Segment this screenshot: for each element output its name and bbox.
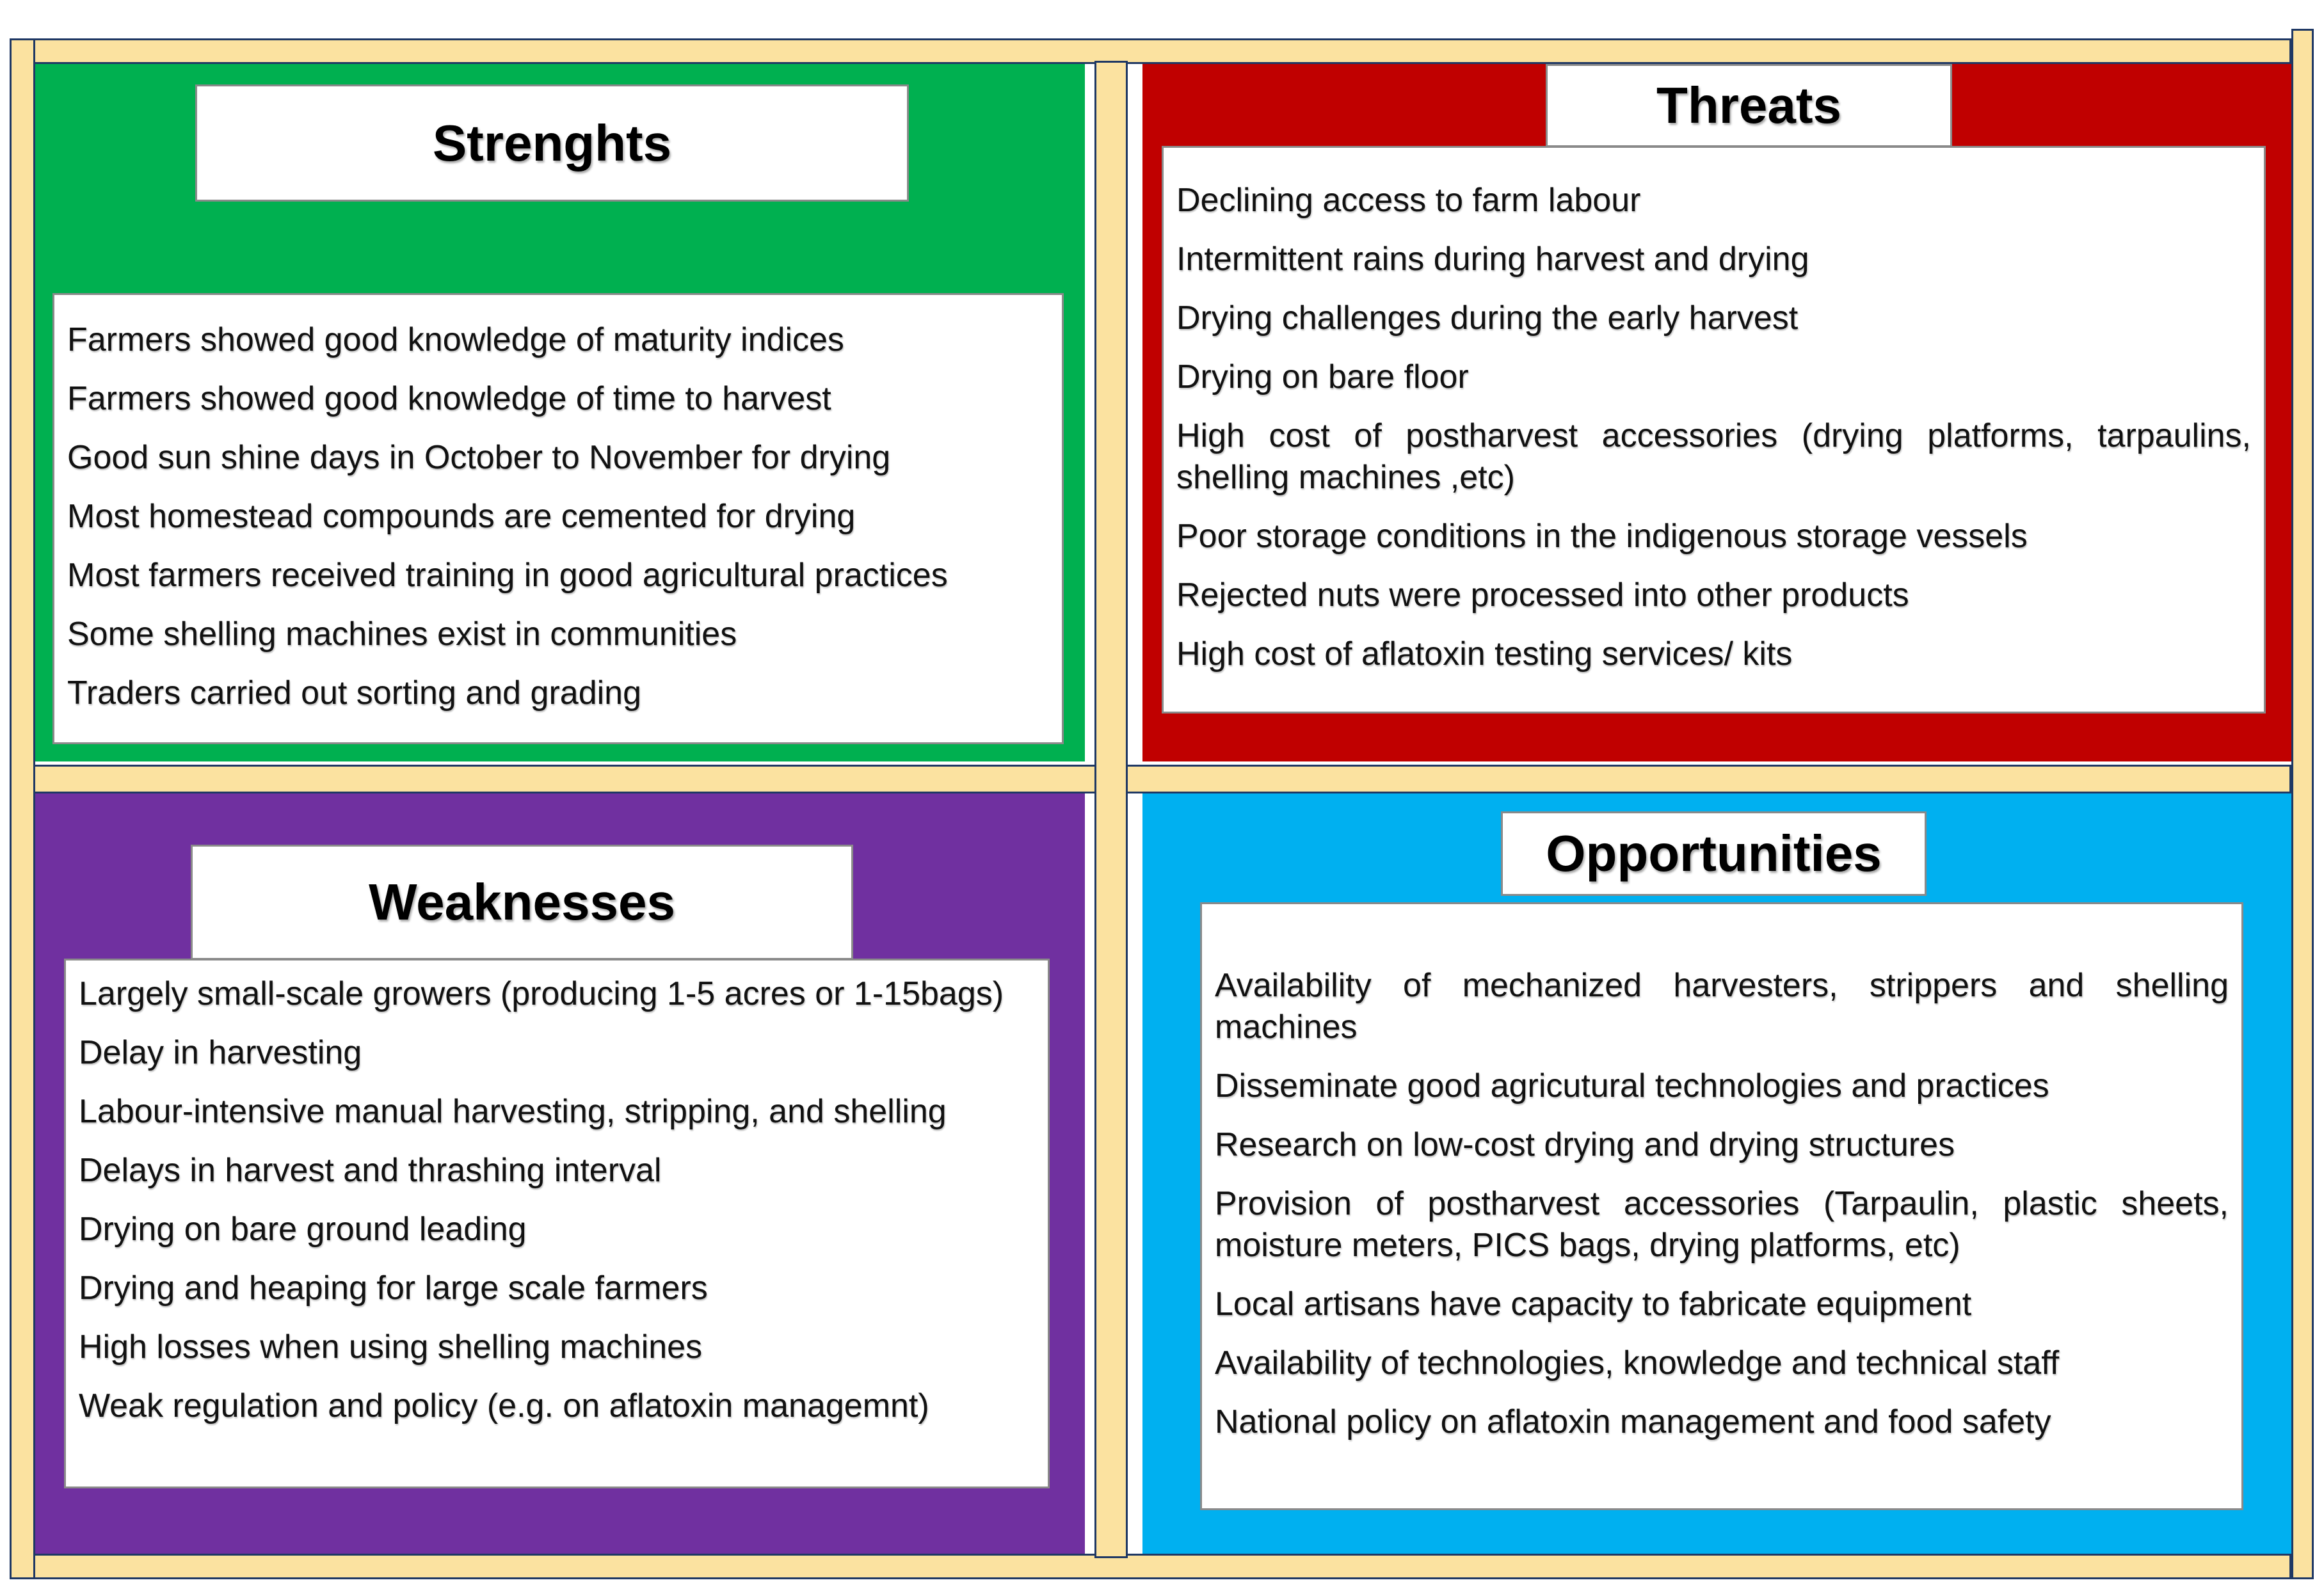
frame-center-bar — [1094, 61, 1128, 1558]
list-item: Most farmers received training in good agricultural practices — [67, 557, 948, 594]
list-item: Drying on bare ground leading — [79, 1211, 527, 1248]
weaknesses-title: Weaknesses — [191, 845, 853, 960]
list-item: Farmers showed good knowledge of time to harvest — [67, 380, 831, 417]
list-item: Most homestead compounds are cemented for drying — [67, 498, 856, 535]
frame-bottom-bar — [10, 1554, 2291, 1579]
list-item: Some shelling machines exist in communities — [67, 616, 737, 653]
opportunities-title: Opportunities — [1501, 811, 1927, 896]
list-item: Delays in harvest and thrashing interval — [79, 1152, 662, 1189]
list-item: Research on low-cost drying and drying structures — [1215, 1126, 1955, 1163]
list-item: Rejected nuts were processed into other products — [1176, 577, 1909, 614]
list-item: Availability of mechanized harvesters, strippers and shelling machines — [1215, 967, 2229, 1046]
frame-left-bar — [10, 38, 35, 1579]
list-item: Good sun shine days in October to November for drying — [67, 439, 891, 476]
frame-top-bar — [29, 38, 2291, 64]
threats-title: Threats — [1546, 64, 1952, 147]
list-item: Availability of technologies, knowledge and technical staff — [1215, 1344, 2060, 1382]
frame-middle-bar — [10, 765, 2291, 793]
list-item: High losses when using shelling machines — [79, 1328, 703, 1366]
list-item: Declining access to farm labour — [1176, 182, 1641, 219]
list-item: Intermittent rains during harvest and drying — [1176, 241, 1809, 278]
list-item: Local artisans have capacity to fabricate equipment — [1215, 1286, 1972, 1323]
list-item: Poor storage conditions in the indigenous storage vessels — [1176, 518, 2028, 555]
list-item: Disseminate good agricutural technologies and practices — [1215, 1067, 2049, 1104]
list-item: Drying on bare floor — [1176, 358, 1469, 395]
list-item: Provision of postharvest accessories (Tarpaulin, plastic sheets, moisture meters, PICS bags, drying platforms, etc) — [1215, 1185, 2229, 1264]
list-item: Labour-intensive manual harvesting, stripping, and shelling — [79, 1093, 947, 1130]
list-item: High cost of postharvest accessories (drying platforms, tarpaulins, shelling machines ,etc) — [1176, 417, 2251, 496]
list-item: Delay in harvesting — [79, 1034, 362, 1071]
list-item: High cost of aflatoxin testing services/ kits — [1176, 635, 1793, 673]
list-item: National policy on aflatoxin management and food safety — [1215, 1403, 2051, 1440]
weaknesses-list — [64, 959, 1050, 1488]
opportunities-list — [1200, 902, 2243, 1510]
frame-right-bar — [2291, 29, 2314, 1579]
list-item: Weak regulation and policy (e.g. on aflatoxin managemnt) — [79, 1387, 929, 1424]
list-item: Drying and heaping for large scale farmers — [79, 1270, 708, 1307]
threats-list — [1162, 146, 2266, 713]
list-item: Traders carried out sorting and grading — [67, 674, 641, 712]
list-item: Farmers showed good knowledge of maturity indices — [67, 321, 844, 358]
list-item: Largely small-scale growers (producing 1-5 acres or 1-15bags) — [79, 975, 1004, 1012]
strengths-list — [52, 293, 1064, 744]
strengths-title: Strenghts — [195, 84, 909, 202]
list-item: Drying challenges during the early harvest — [1176, 299, 1799, 337]
